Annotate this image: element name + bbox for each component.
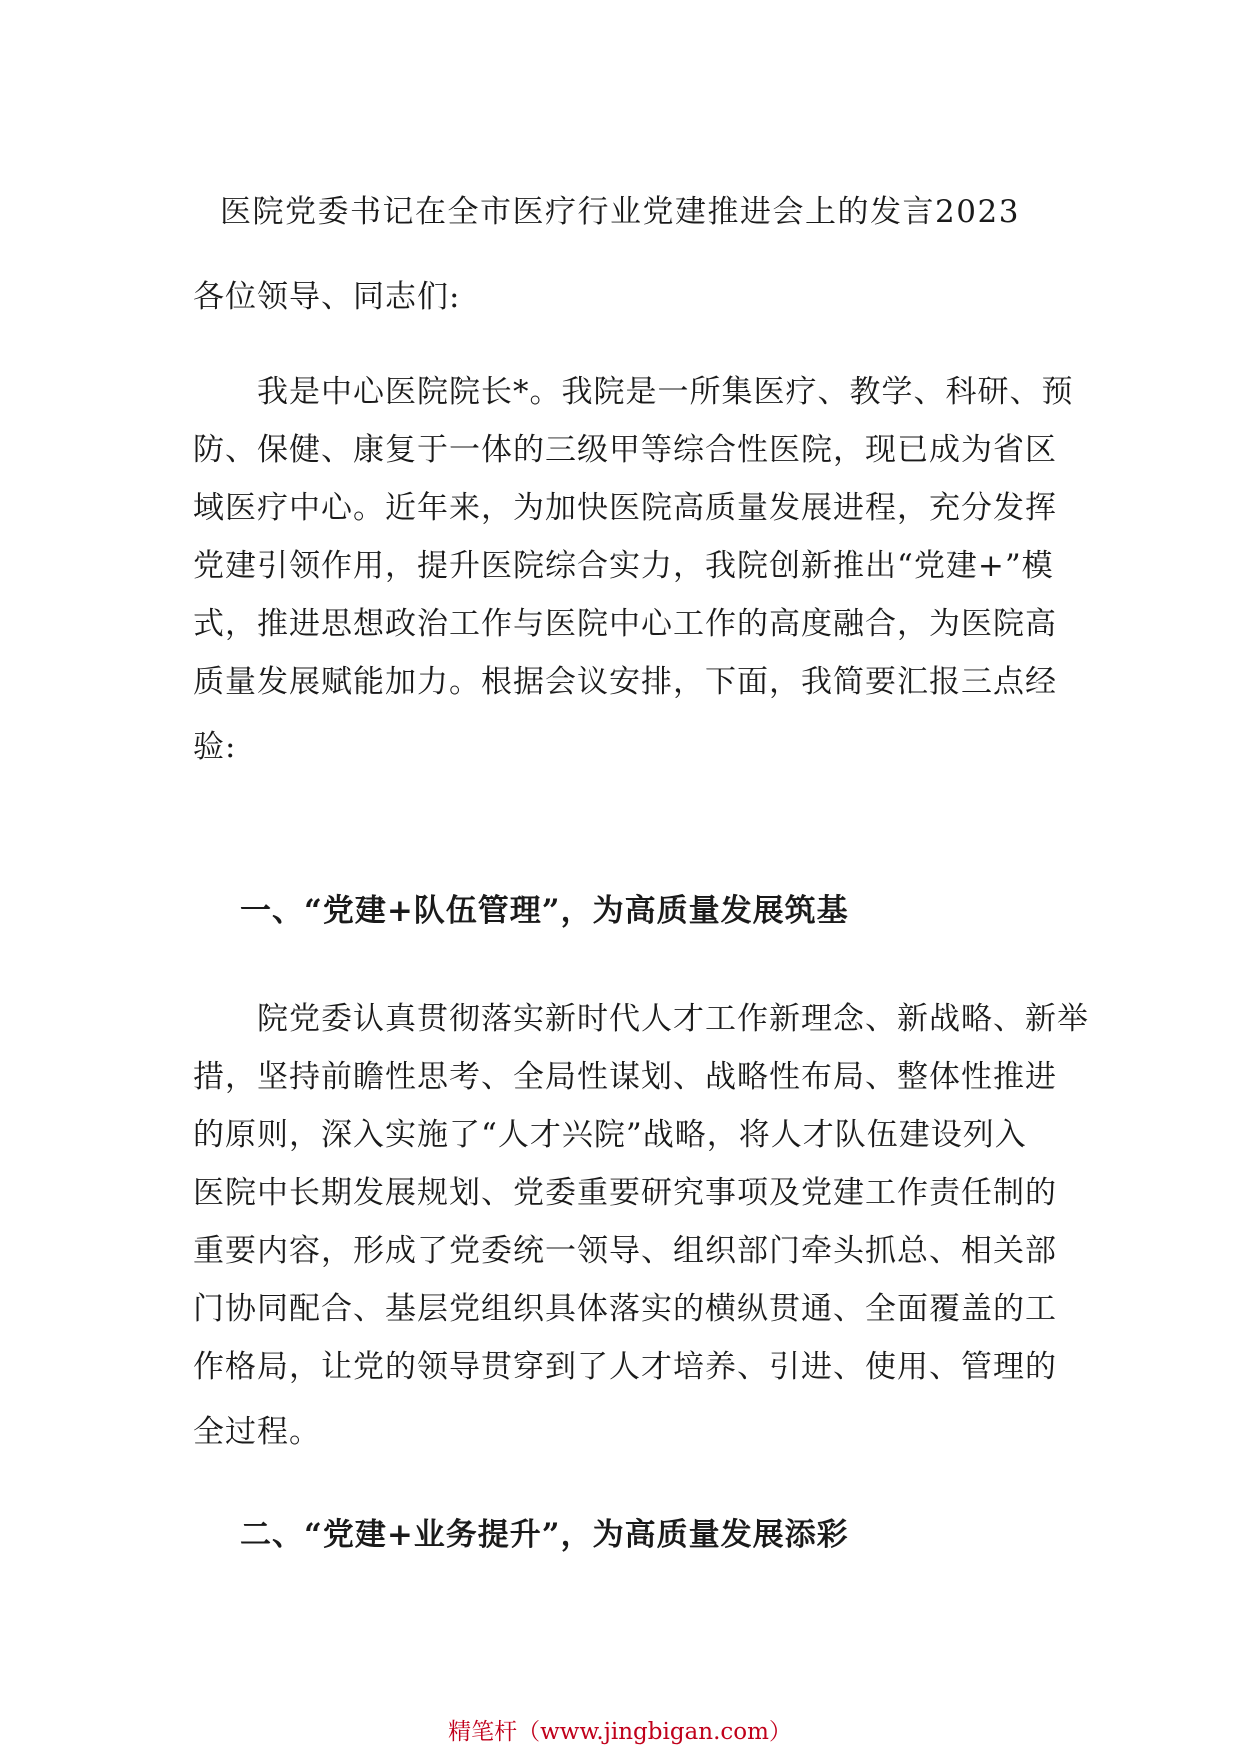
paragraph-line: 防、保健、康复于一体的三级甲等综合性医院，现已成为省区 xyxy=(193,432,1057,468)
paragraph-line: 式，推进思想政治工作与医院中心工作的高度融合，为医院高 xyxy=(193,606,1057,642)
paragraph-line: 域医疗中心。近年来，为加快医院高质量发展进程，充分发挥 xyxy=(193,490,1057,526)
paragraph-line: 党建引领作用，提升医院综合实力，我院创新推出“党建+”模 xyxy=(193,548,1054,584)
footer-watermark: 精笔杆（www.jingbigan.com） xyxy=(448,1719,792,1745)
paragraph-line: 的原则，深入实施了“人才兴院”战略，将人才队伍建设列入 xyxy=(193,1117,1027,1153)
salutation: 各位领导、同志们: xyxy=(193,279,461,315)
paragraph-line: 院党委认真贯彻落实新时代人才工作新理念、新战略、新举 xyxy=(193,1001,1089,1037)
paragraph-talent xyxy=(193,997,1089,1468)
paragraph-line: 重要内容，形成了党委统一领导、组织部门牵头抓总、相关部 xyxy=(193,1233,1057,1269)
section-heading-2: 二、“党建+业务提升”，为高质量发展添彩 xyxy=(240,1517,849,1553)
paragraph-introduction xyxy=(193,370,1074,783)
paragraph-line: 门协同配合、基层党组织具体落实的横纵贯通、全面覆盖的工 xyxy=(193,1291,1057,1327)
paragraph-line: 我是中心医院院长*。我院是一所集医疗、教学、科研、预 xyxy=(193,374,1074,410)
paragraph-line: 作格局，让党的领导贯穿到了人才培养、引进、使用、管理的 xyxy=(193,1349,1057,1385)
document-title: 医院党委书记在全市医疗行业党建推进会上的发言2023 xyxy=(220,194,1020,230)
paragraph-line: 质量发展赋能加力。根据会议安排，下面，我简要汇报三点经 xyxy=(193,664,1057,700)
paragraph-line: 医院中长期发展规划、党委重要研究事项及党建工作责任制的 xyxy=(193,1175,1057,1211)
paragraph-line: 全过程。 xyxy=(193,1414,321,1450)
paragraph-line: 验: xyxy=(193,729,237,765)
section-heading-1: 一、“党建+队伍管理”，为高质量发展筑基 xyxy=(240,893,849,929)
paragraph-line: 措，坚持前瞻性思考、全局性谋划、战略性布局、整体性推进 xyxy=(193,1059,1057,1095)
